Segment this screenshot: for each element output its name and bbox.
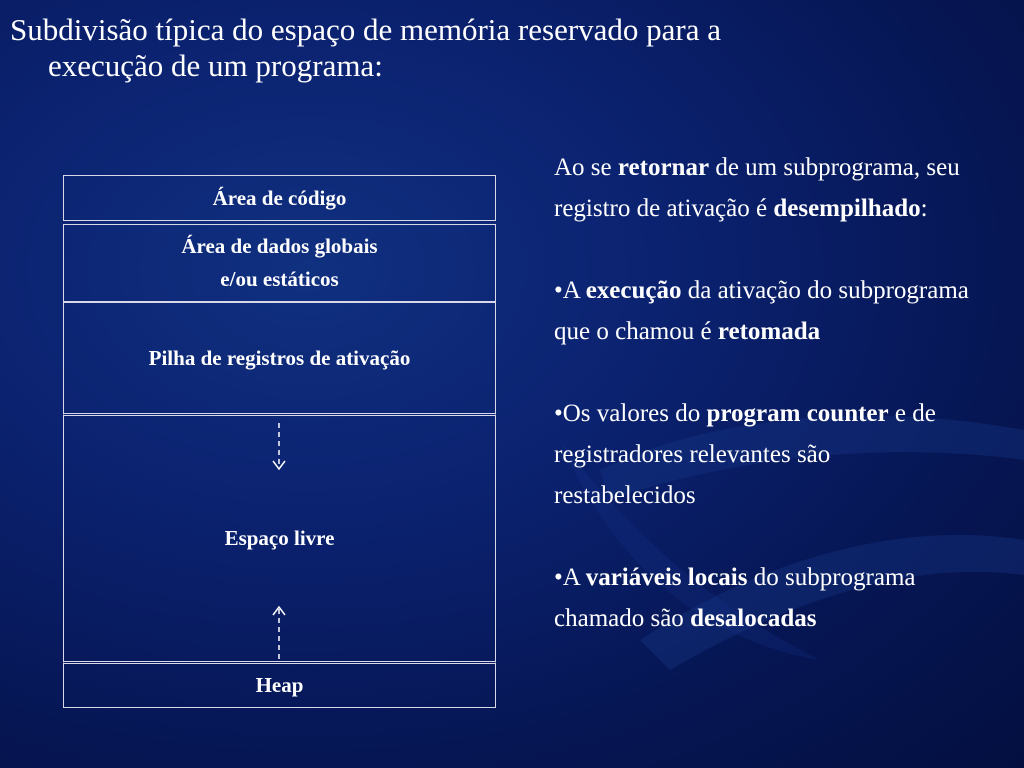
- body-text: do subprograma chamado são: [554, 564, 916, 632]
- emphasis-text: variáveis locais: [585, 564, 748, 591]
- emphasis-text: retomada: [717, 318, 821, 345]
- heap-growth-arrow-icon: [268, 603, 290, 663]
- activation-stack-label: Pilha de registros de ativação: [148, 345, 411, 370]
- code-area-block: [63, 175, 496, 221]
- emphasis-text: program counter: [706, 400, 889, 427]
- emphasis-text: desempilhado: [773, 195, 921, 222]
- title-line-1: Subdivisão típica do espaço de memória reservado para a: [10, 12, 722, 47]
- activation-stack-block: [63, 302, 496, 416]
- page-title: [10, 12, 1010, 84]
- bullet-execution: [554, 270, 974, 352]
- free-space-label: Espaço livre: [224, 526, 335, 550]
- code-area-label: Área de código: [212, 185, 347, 210]
- body-text: :: [920, 195, 928, 222]
- stack-growth-arrow-icon: [268, 421, 290, 473]
- body-text: Ao se: [554, 154, 618, 181]
- global-data-label-line-2: e/ou estáticos: [220, 267, 339, 291]
- title-line-2: execução de um programa:: [48, 48, 383, 83]
- heap-block: [63, 664, 496, 708]
- body-text: •A: [554, 277, 586, 304]
- body-text: da ativação do subprograma que o chamou é: [554, 277, 969, 345]
- body-text: de um subprograma, seu registro de ativação é: [554, 154, 960, 222]
- emphasis-text: retornar: [617, 154, 710, 181]
- bullet-local-variables: [554, 557, 974, 639]
- global-data-block: [63, 224, 496, 302]
- body-text: •A: [554, 564, 586, 591]
- body-text: •Os valores do: [554, 400, 707, 427]
- emphasis-text: execução: [585, 277, 682, 304]
- bullet-program-counter: [554, 393, 974, 516]
- emphasis-text: desalocadas: [690, 605, 817, 632]
- body-text: e de registradores relevantes são restabelecidos: [554, 400, 936, 509]
- global-data-label-line-1: Área de dados globais: [181, 234, 378, 258]
- explanation-text: [554, 147, 974, 680]
- heap-label: Heap: [255, 673, 304, 697]
- intro-paragraph: [554, 147, 974, 229]
